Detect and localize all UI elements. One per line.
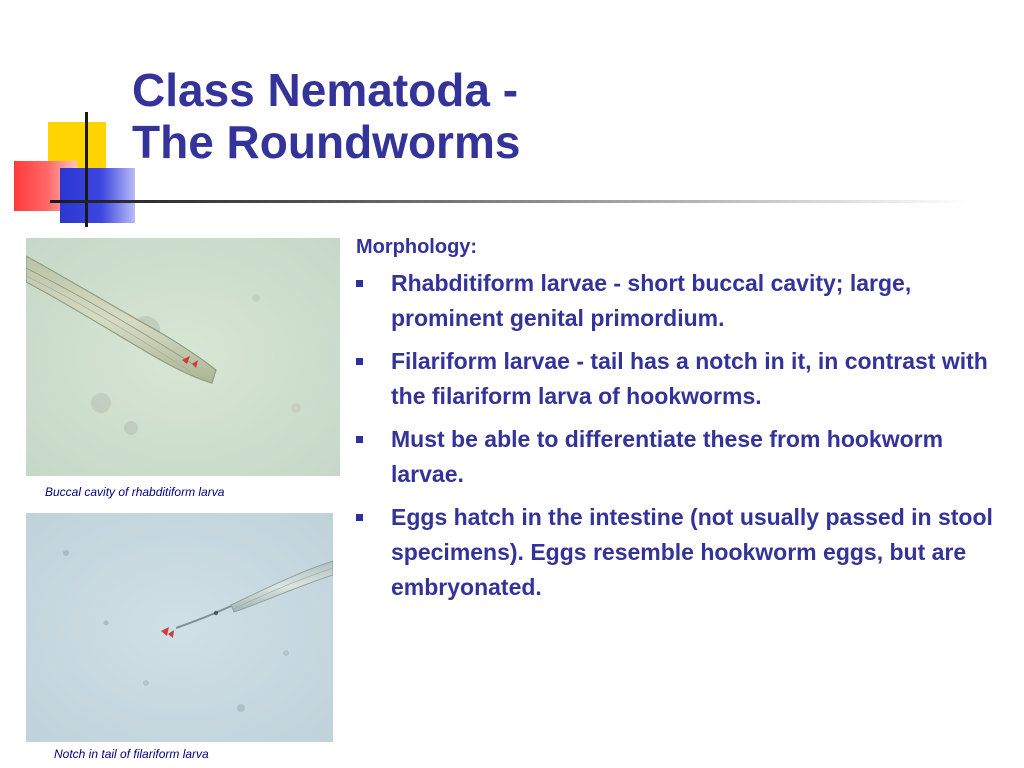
square-bullet-icon bbox=[356, 436, 363, 443]
bullet-text: Eggs hatch in the intestine (not usually passed in stool specimens). Eggs resemble hookworm eggs, but are embryonated. bbox=[391, 504, 993, 600]
slide-body bbox=[356, 234, 1006, 613]
bullet-list bbox=[356, 266, 1006, 605]
filariform-larva-photo bbox=[26, 513, 333, 742]
slide-title bbox=[132, 64, 520, 168]
bullet-text: Must be able to differentiate these from hookworm larvae. bbox=[391, 426, 944, 487]
bullet-item bbox=[356, 266, 1006, 336]
bullet-text: Rhabditiform larvae - short buccal cavity; large, prominent genital primordium. bbox=[391, 270, 912, 331]
title-line-1: Class Nematoda - bbox=[132, 64, 519, 116]
square-bullet-icon bbox=[356, 280, 363, 287]
title-line-2: The Roundworms bbox=[132, 116, 521, 168]
title-underline bbox=[50, 200, 970, 203]
bottom-image-caption: Notch in tail of filariform larva bbox=[54, 747, 209, 761]
bullet-item bbox=[356, 344, 1006, 414]
square-bullet-icon bbox=[356, 514, 363, 521]
vertical-line-decoration bbox=[85, 112, 88, 227]
top-image-caption: Buccal cavity of rhabditiform larva bbox=[45, 485, 225, 499]
bullet-item bbox=[356, 500, 1006, 605]
rhabditiform-larva-photo bbox=[26, 238, 340, 476]
morphology-heading: Morphology: bbox=[356, 236, 478, 258]
square-bullet-icon bbox=[356, 358, 363, 365]
bullet-item bbox=[356, 422, 1006, 492]
bullet-text: Filariform larvae - tail has a notch in it, in contrast with the filariform larva of hookworms. bbox=[391, 348, 988, 409]
blue-square-decoration bbox=[60, 168, 135, 223]
